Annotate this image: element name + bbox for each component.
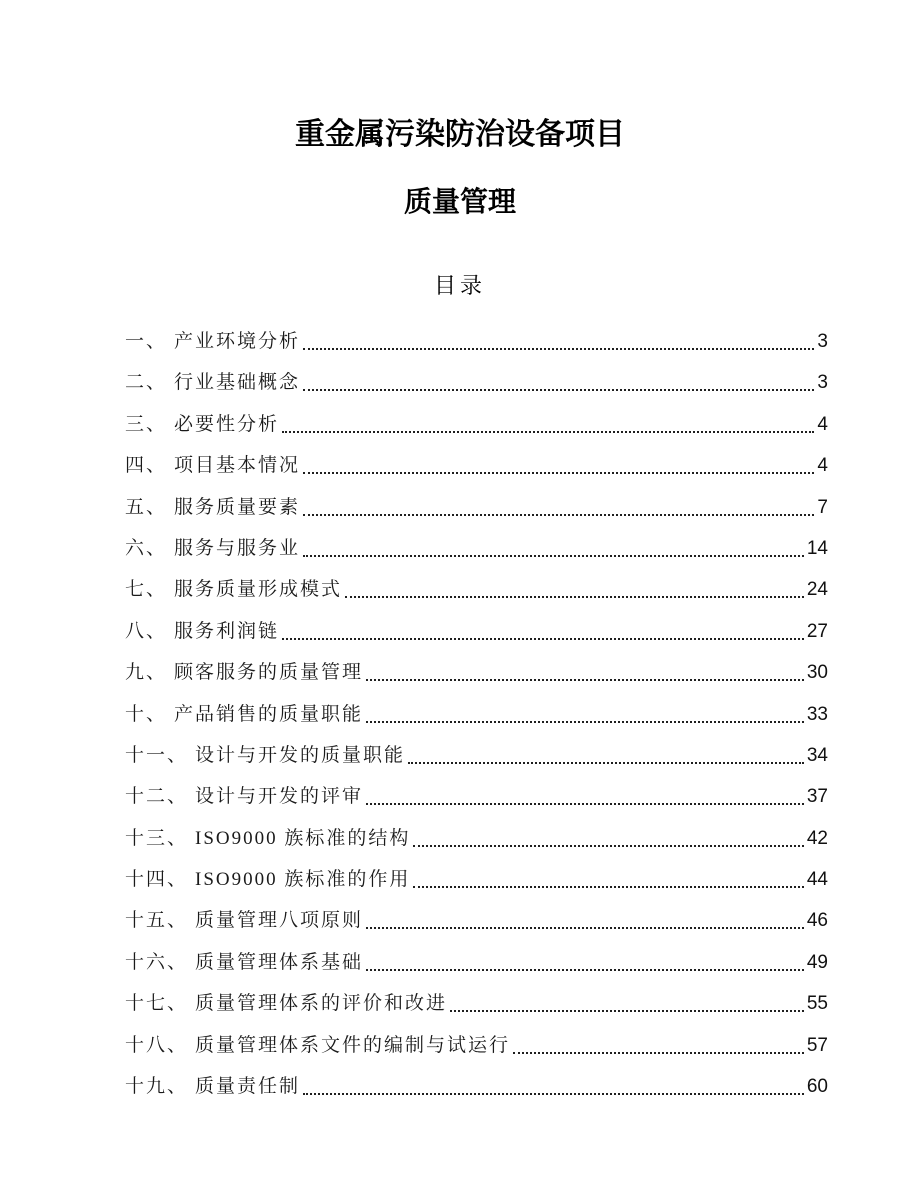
- toc-entry[interactable]: [125, 868, 828, 909]
- toc-entry-page-number: 60: [806, 1076, 828, 1098]
- toc-entry[interactable]: [125, 330, 828, 371]
- toc-entry-number: 十一、: [125, 744, 189, 766]
- toc-entry-page-number: 14: [806, 537, 828, 559]
- toc-entry-number: 十二、: [125, 786, 189, 808]
- toc-dot-leader: [513, 1034, 804, 1054]
- toc-entry-title: 产品销售的质量职能: [174, 703, 364, 725]
- toc-entry[interactable]: [125, 620, 828, 661]
- toc-entry-title: 质量管理体系文件的编制与试运行: [195, 1034, 511, 1056]
- toc-entry-page-number: 46: [806, 910, 828, 932]
- toc-entry-number: 十九、: [125, 1076, 189, 1098]
- toc-entry-number: 六、: [125, 537, 168, 559]
- toc-entry-title: 服务质量形成模式: [174, 579, 343, 601]
- toc-entry-number: 十四、: [125, 869, 189, 891]
- toc-dot-leader: [303, 1075, 804, 1095]
- toc-entry-title: ISO9000 族标准的作用: [195, 869, 411, 891]
- toc-entry[interactable]: [125, 1034, 828, 1075]
- toc-dot-leader: [408, 744, 804, 764]
- toc-entry-page-number: 57: [806, 1034, 828, 1056]
- toc-entry-number: 三、: [125, 413, 168, 435]
- toc-entry[interactable]: [125, 785, 828, 826]
- toc-heading: 目录: [433, 273, 486, 298]
- toc-entry-number: 二、: [125, 372, 168, 394]
- toc-dot-leader: [303, 454, 814, 474]
- toc-entry-number: 一、: [125, 331, 168, 352]
- toc-entry[interactable]: [125, 992, 828, 1033]
- toc-entry-page-number: 3: [817, 372, 828, 394]
- toc-entry[interactable]: [125, 661, 828, 702]
- toc-entry-title: 设计与开发的质量职能: [195, 744, 406, 766]
- toc-entry-title: 项目基本情况: [174, 455, 301, 477]
- toc-dot-leader: [413, 827, 803, 847]
- toc-entry-page-number: 44: [806, 869, 828, 891]
- toc-entry-number: 十七、: [125, 993, 189, 1015]
- document-title: 重金属污染防治设备项目: [295, 118, 625, 151]
- toc-dot-leader: [303, 330, 814, 350]
- toc-entry[interactable]: [125, 703, 828, 744]
- toc-entry-number: 八、: [125, 620, 168, 642]
- toc-entry-title: 行业基础概念: [174, 372, 301, 394]
- toc-entry-title: 服务利润链: [174, 620, 280, 642]
- toc-entry[interactable]: [125, 371, 828, 412]
- toc-entry-page-number: 30: [806, 662, 828, 684]
- toc-entry[interactable]: [125, 413, 828, 454]
- toc-entry-number: 四、: [125, 455, 168, 477]
- toc-entry-number: 五、: [125, 496, 168, 518]
- toc-entry[interactable]: [125, 496, 828, 537]
- toc-dot-leader: [366, 661, 804, 681]
- document-subtitle: 质量管理: [403, 186, 516, 217]
- toc-entry-title: 顾客服务的质量管理: [174, 662, 364, 684]
- toc-dot-leader: [303, 371, 814, 391]
- toc-dot-leader: [303, 537, 804, 557]
- toc-entry-number: 十、: [125, 703, 168, 725]
- toc-entry[interactable]: [125, 827, 828, 868]
- toc-entry-number: 十五、: [125, 910, 189, 932]
- toc-entry-page-number: 7: [817, 496, 828, 518]
- toc-entry-number: 七、: [125, 579, 168, 601]
- toc-entry-title: 质量管理体系的评价和改进: [195, 993, 448, 1015]
- toc-entry[interactable]: [125, 537, 828, 578]
- toc-entry-page-number: 49: [806, 951, 828, 973]
- toc-dot-leader: [366, 951, 804, 971]
- toc-entry-number: 十六、: [125, 951, 189, 973]
- toc-entry-number: 九、: [125, 662, 168, 684]
- toc-entry-page-number: 4: [817, 455, 828, 477]
- toc-dot-leader: [366, 703, 804, 723]
- toc-dot-leader: [345, 578, 804, 598]
- toc-dot-leader: [413, 868, 803, 888]
- toc-entry-page-number: 55: [806, 993, 828, 1015]
- toc-entry[interactable]: [125, 1075, 828, 1116]
- toc-entry-page-number: 42: [806, 827, 828, 849]
- toc-dot-leader: [366, 909, 804, 929]
- toc-entry-title: 设计与开发的评审: [195, 786, 364, 808]
- toc-dot-leader: [366, 785, 804, 805]
- toc-entry-title: 质量管理八项原则: [195, 910, 364, 932]
- toc-dot-leader: [282, 620, 804, 640]
- toc-entry-title: 必要性分析: [174, 413, 280, 435]
- toc-entry[interactable]: [125, 951, 828, 992]
- toc-dot-leader: [450, 992, 804, 1012]
- toc-entry-title: 质量责任制: [195, 1076, 301, 1098]
- toc-entry-title: ISO9000 族标准的结构: [195, 827, 411, 849]
- toc-entry-title: 服务质量要素: [174, 496, 301, 518]
- toc-entry-page-number: 37: [806, 786, 828, 808]
- toc-entry-title: 质量管理体系基础: [195, 951, 364, 973]
- toc-entry-number: 十三、: [125, 827, 189, 849]
- toc-entry[interactable]: [125, 744, 828, 785]
- toc-entry-title: 服务与服务业: [174, 537, 301, 559]
- toc-entry[interactable]: [125, 578, 828, 619]
- toc-dot-leader: [282, 413, 814, 433]
- toc-entry-page-number: 27: [806, 620, 828, 642]
- toc-entry-page-number: 34: [806, 744, 828, 766]
- toc-entry-page-number: 4: [817, 413, 828, 435]
- toc-entry-number: 十八、: [125, 1034, 189, 1056]
- toc-entry-title: 产业环境分析: [174, 331, 301, 352]
- toc-list: [0, 330, 920, 1116]
- toc-dot-leader: [303, 496, 814, 516]
- toc-entry[interactable]: [125, 909, 828, 950]
- toc-entry[interactable]: [125, 454, 828, 495]
- toc-entry-page-number: 24: [806, 579, 828, 601]
- toc-entry-page-number: 3: [817, 331, 828, 352]
- toc-entry-page-number: 33: [806, 703, 828, 725]
